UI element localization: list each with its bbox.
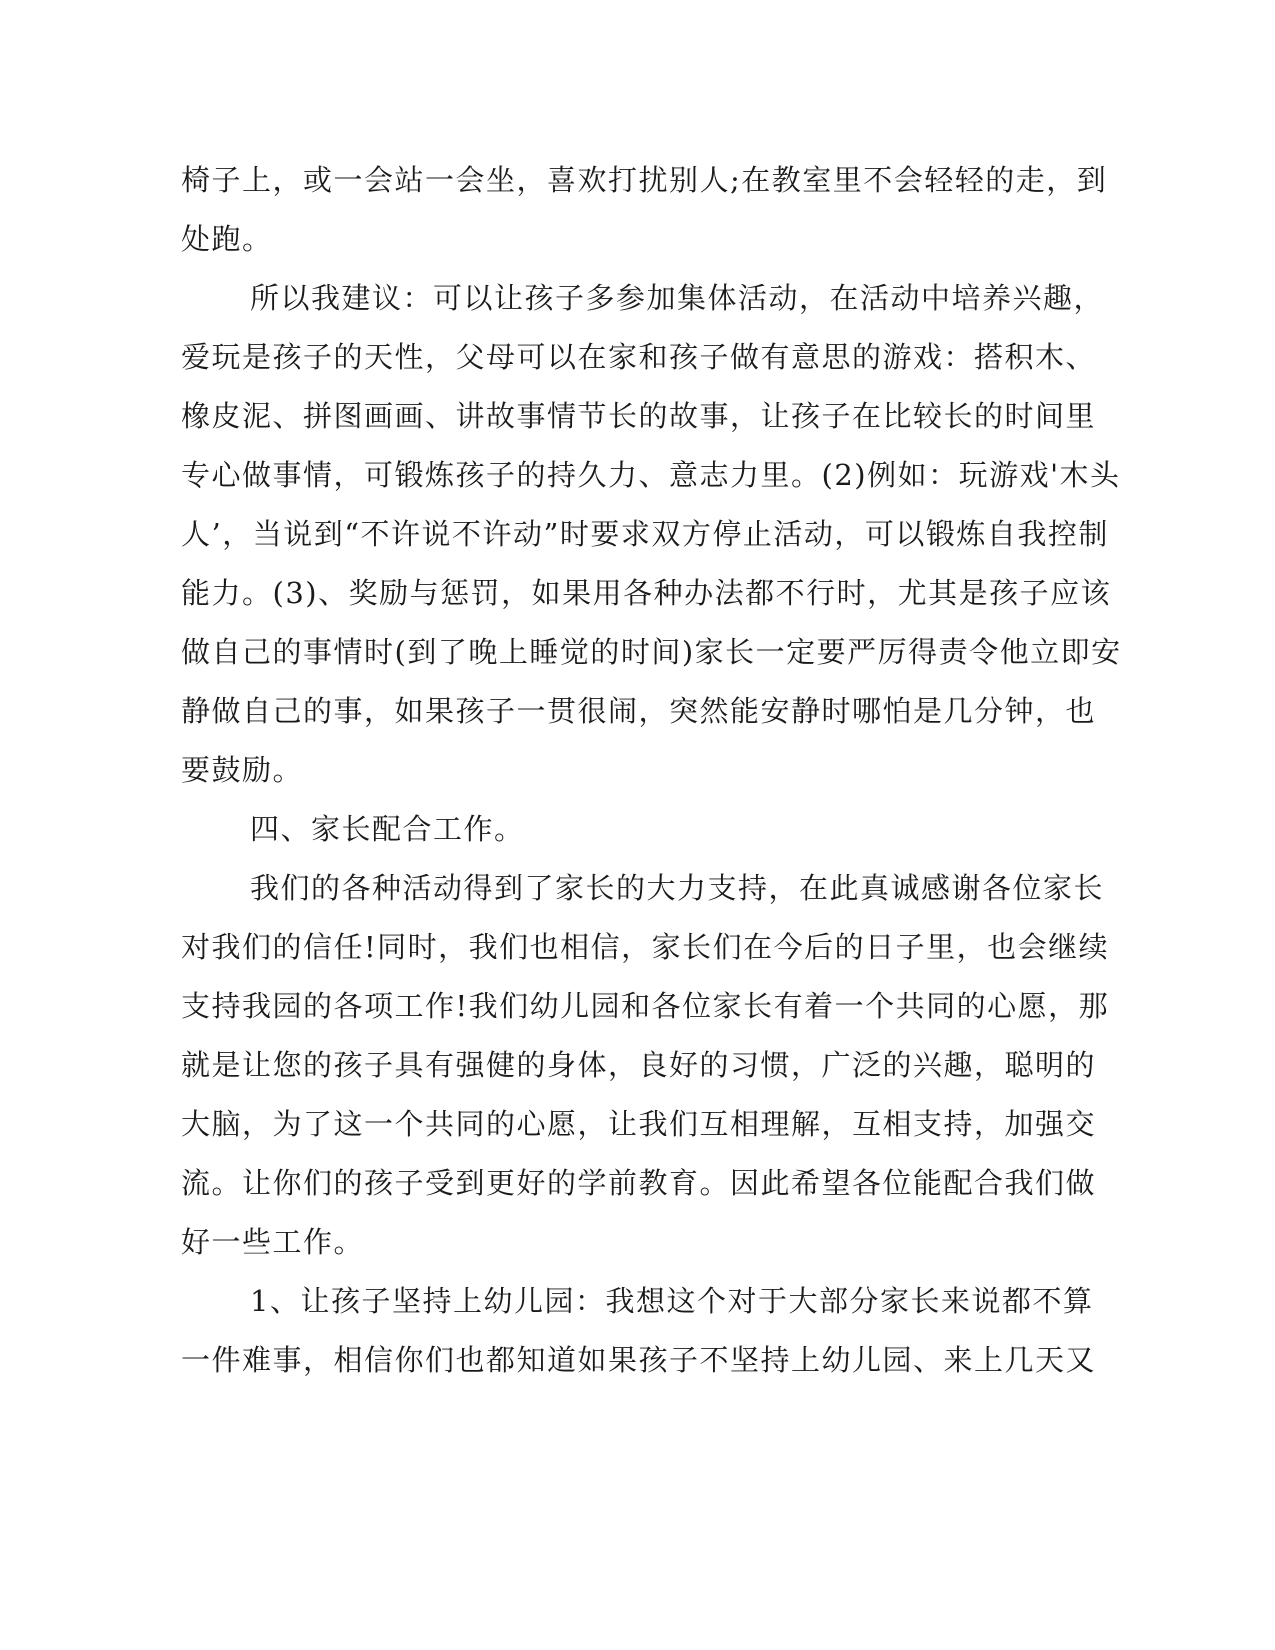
text-line: 橡皮泥、拼图画画、讲故事情节长的故事，让孩子在比较长的时间里: [181, 399, 1097, 433]
section-heading: 四、家长配合工作。: [250, 812, 525, 846]
text-line: 要鼓励。: [181, 753, 304, 787]
text-line: 处跑。: [181, 222, 273, 256]
text-line: 支持我园的各项工作!我们幼儿园和各位家长有着一个共同的心愿，那: [181, 989, 1110, 1023]
text-line: 静做自己的事，如果孩子一贯很闹，突然能安静时哪怕是几分钟，也: [181, 694, 1097, 728]
text-line: 大脑，为了这一个共同的心愿，让我们互相理解，互相支持，加强交: [181, 1107, 1097, 1141]
paragraph-first-line: 我们的各种活动得到了家长的大力支持，在此真诚感谢各位家长: [250, 871, 1105, 905]
text-line: 专心做事情，可锻炼孩子的持久力、意志力里。(2)例如：玩游戏'木头: [181, 458, 1121, 492]
text-line: 对我们的信任!同时，我们也相信，家长们在今后的日子里，也会继续: [181, 930, 1110, 964]
text-line: 做自己的事情时(到了晚上睡觉的时间)家长一定要严厉得责令他立即安: [181, 635, 1122, 669]
text-line: 就是让您的孩子具有强健的身体，良好的习惯，广泛的兴趣，聪明的: [181, 1048, 1097, 1082]
text-line: 能力。(3)、奖励与惩罚，如果用各种办法都不行时，尤其是孩子应该: [181, 576, 1112, 610]
text-line: 椅子上，或一会站一会坐，喜欢打扰别人;在教室里不会轻轻的走，到: [181, 163, 1108, 197]
text-line: 爱玩是孩子的天性，父母可以在家和孩子做有意思的游戏：搭积木、: [181, 340, 1097, 374]
text-line: 人’，当说到“不许说不许动”时要求双方停止活动，可以锻炼自我控制: [181, 517, 1109, 551]
paragraph-first-line: 1、让孩子坚持上幼儿园：我想这个对于大部分家长来说都不算: [250, 1284, 1094, 1318]
text-line: 流。让你们的孩子受到更好的学前教育。因此希望各位能配合我们做: [181, 1166, 1097, 1200]
text-line: 一件难事，相信你们也都知道如果孩子不坚持上幼儿园、来上几天又: [181, 1343, 1097, 1377]
text-line: 好一些工作。: [181, 1225, 365, 1259]
paragraph-first-line: 所以我建议：可以让孩子多参加集体活动，在活动中培养兴趣，: [250, 281, 1105, 315]
